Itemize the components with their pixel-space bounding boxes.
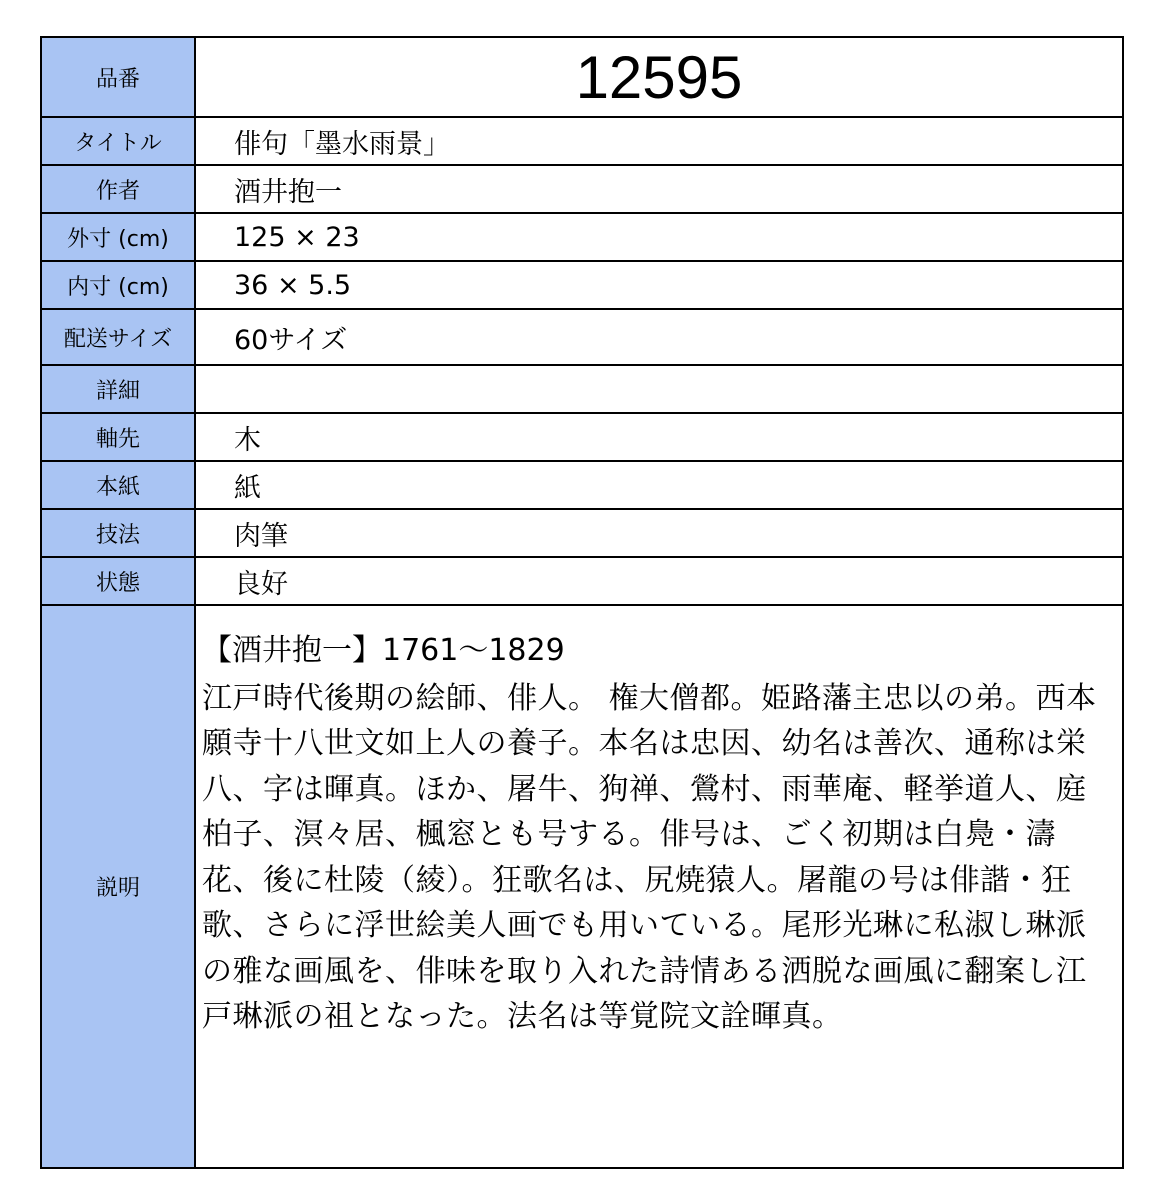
description-label: 説明 [42,606,196,1167]
description-body: 江戸時代後期の絵師、俳人。 権大僧都。姫路藩主忠以の弟。西本願寺十八世文如上人の養子。本名は忠因、幼名は善次、通称は栄八、字は暉真。ほか、屠牛、狗禅、鶯村、雨華庵、軽挙道人、庭柏子、溟々居、楓窓とも号する。俳号は、ごく初期は白鳧・濤花、後に杜陵（綾）。狂歌名は、尻焼猿人。屠龍の号は俳諧・狂歌、さらに浮世絵美人画でも用いている。尾形光琳に私淑し琳派の雅な画風を、俳味を取り入れた詩情ある洒脱な画風に翻案し江戸琳派の祖となった。法名は等覚院文詮暉真。 [202,680,1097,1034]
details-label: 詳細 [42,366,196,414]
inner-size-label: 内寸 (cm) [42,262,196,310]
shipping-size-label: 配送サイズ [42,310,196,366]
technique-label: 技法 [42,510,196,558]
description-value [196,606,1122,1167]
shipping-size-value: 60サイズ [196,310,1122,366]
item-number-value: 12595 [196,38,1122,118]
artist-label: 作者 [42,166,196,214]
product-info-table [40,36,1124,1169]
outer-size-label: 外寸 (cm) [42,214,196,262]
title-label: タイトル [42,118,196,166]
artist-value: 酒井抱一 [196,166,1122,214]
title-value: 俳句「墨水雨景」 [196,118,1122,166]
roller-end-label: 軸先 [42,414,196,462]
details-value [196,366,1122,414]
technique-value: 肉筆 [196,510,1122,558]
base-material-label: 本紙 [42,462,196,510]
condition-label: 状態 [42,558,196,606]
item-number-label: 品番 [42,38,196,118]
outer-size-value: 125 × 23 [196,214,1122,262]
description-heading: 【酒井抱一】1761〜1829 [202,633,565,668]
roller-end-value: 木 [196,414,1122,462]
base-material-value: 紙 [196,462,1122,510]
condition-value: 良好 [196,558,1122,606]
inner-size-value: 36 × 5.5 [196,262,1122,310]
